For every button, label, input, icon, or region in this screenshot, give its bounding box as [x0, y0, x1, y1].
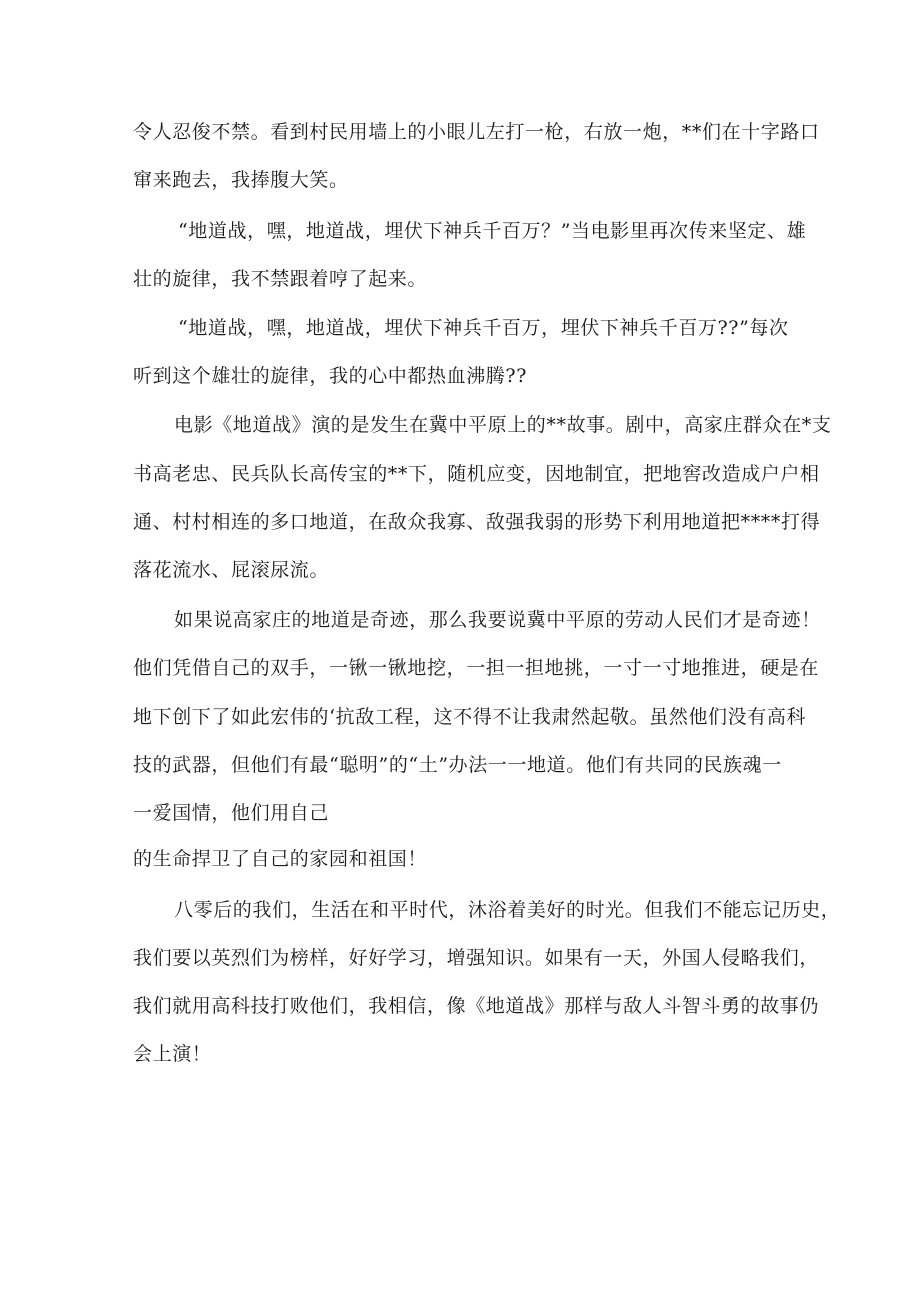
paragraph-4-line-3: 通、村村相连的多口地道，在敌众我寡、敌强我弱的形势下利用地道把****打得	[133, 511, 821, 533]
paragraph-1-line-1: 令人忍俊不禁。看到村民用墙上的小眼儿左打一枪，右放一炮，**们在十字路口	[133, 121, 820, 143]
paragraph-5-line-2: 他们凭借自己的双手，一锹一锹地挖，一担一担地挑，一寸一寸地推进，硬是在	[133, 657, 820, 679]
paragraph-6-line-4: 会上演！	[133, 1043, 212, 1065]
paragraph-6-line-3: 我们就用高科技打败他们，我相信，像《地道战》那样与敌人斗智斗勇的故事仍	[133, 995, 820, 1017]
paragraph-2-line-2: 壮的旋律，我不禁跟着哼了起来。	[133, 268, 428, 290]
paragraph-6-line-1: 八零后的我们，生活在和平时代，沐浴着美好的时光。但我们不能忘记历史，	[174, 899, 841, 921]
paragraph-6-line-2: 我们要以英烈们为榜样，好好学习，增强知识。如果有一天，外国人侵略我们，	[133, 947, 820, 969]
paragraph-1-line-2: 窜来跑去，我捧腹大笑。	[133, 169, 349, 191]
paragraph-5-line-4: 技的武器，但他们有最“聪明”的“土”办法一一地道。他们有共同的民族魂一	[133, 754, 782, 776]
paragraph-4-line-1: 电影《地道战》演的是发生在冀中平原上的**故事。剧中，高家庄群众在*支	[174, 414, 832, 436]
paragraph-3-line-2: 听到这个雄壮的旋律，我的心中都热血沸腾??	[133, 365, 527, 387]
paragraph-3-line-1: “地道战，嘿，地道战，埋伏下神兵千百万，埋伏下神兵千百万??”每次	[178, 317, 789, 339]
paragraph-5-line-3: 地下创下了如此宏伟的‘抗敌工程，这不得不让我肃然起敬。虽然他们没有高科	[133, 706, 807, 728]
paragraph-5-line-1: 如果说高家庄的地道是奇迹，那么我要说冀中平原的劳动人民们才是奇迹！	[174, 609, 821, 631]
paragraph-5-line-6: 的生命捍卫了自己的家园和祖国！	[133, 848, 428, 870]
paragraph-5-line-5: 一爱国情，他们用自己	[133, 802, 330, 824]
paragraph-4-line-2: 书高老忠、民兵队长高传宝的**下，随机应变，因地制宜，把地窖改造成户户相	[133, 463, 820, 485]
paragraph-2-line-1: “地道战，嘿，地道战，埋伏下神兵千百万？”当电影里再次传来坚定、雄	[178, 220, 807, 242]
paragraph-4-line-4: 落花流水、屁滚尿流。	[133, 559, 330, 581]
